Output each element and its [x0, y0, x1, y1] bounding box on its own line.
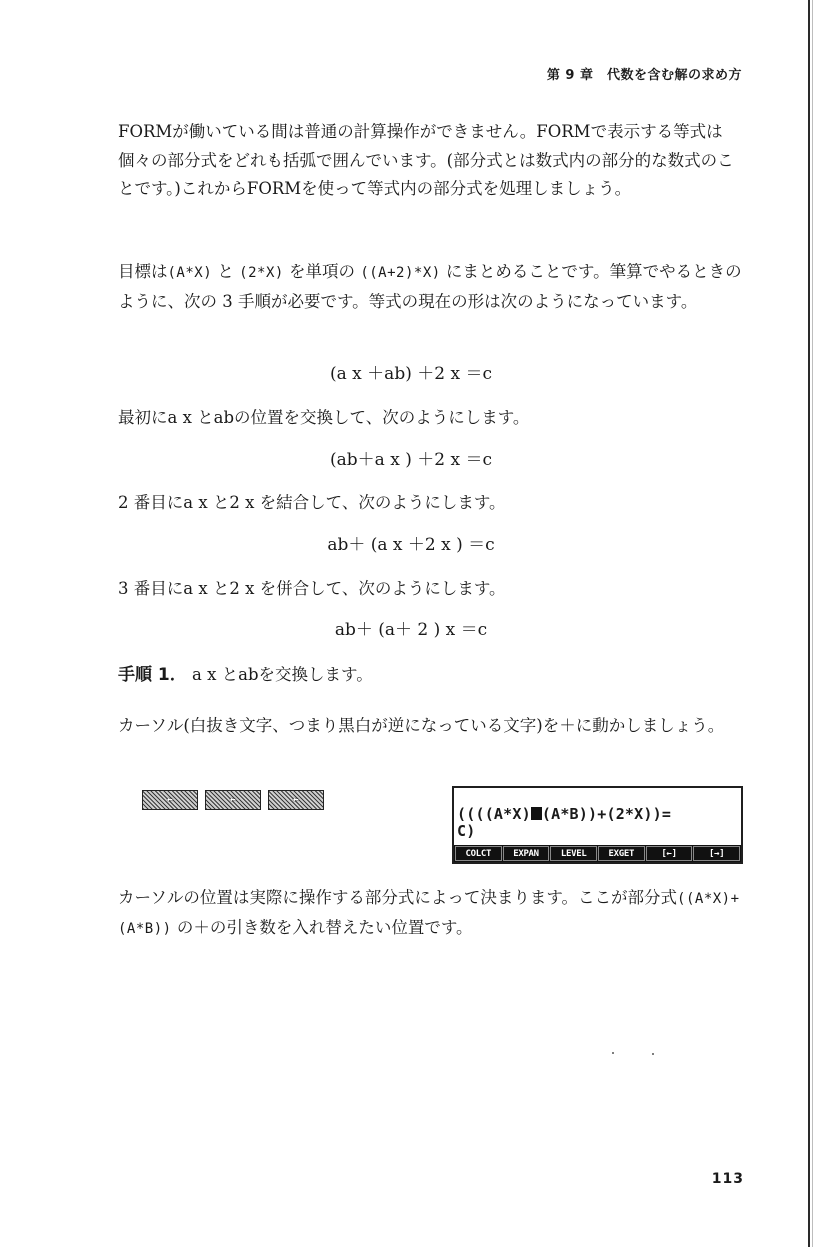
display-line-2: C) — [457, 822, 476, 840]
code-2-times-x: (2*X) — [239, 265, 284, 281]
softkey-move-right[interactable]: [→] — [693, 846, 740, 861]
code-a-times-x: (A*X) — [167, 265, 213, 281]
scan-speck — [652, 1053, 654, 1055]
display-line-1-after: (A*B))+(2*X))= — [541, 805, 672, 823]
paragraph-goal-text-c: を単項の — [283, 262, 361, 281]
running-header: 第 9 章 代数を含む解の求め方 — [546, 68, 742, 83]
calculator-display — [452, 786, 743, 864]
left-arrow-key-2[interactable]: ← — [205, 790, 261, 810]
equation-2-text: (ab＋a x ) ＋2 x ＝c — [330, 450, 492, 470]
paragraph-goal-text-a: 目標は — [118, 262, 168, 281]
equation-3 — [0, 533, 822, 557]
equation-4-text: ab＋ (a＋ 2 ) x ＝c — [334, 620, 488, 640]
paragraph-first-swap: 最初にa x とabの位置を交換して、次のようにします。 — [118, 408, 530, 427]
softkey-level[interactable]: LEVEL — [550, 846, 597, 861]
display-line-1-before: ((((A*X) — [457, 805, 531, 823]
paragraph-third-merge: 3 番目にa x と2 x を併合して、次のようにします。 — [118, 579, 506, 598]
equation-4 — [0, 618, 822, 642]
display-line-1 — [457, 806, 671, 823]
paragraph-move-cursor: カーソル(白抜き文字、つまり黒白が逆になっている文字)を＋に動かしましょう。 — [118, 716, 725, 735]
softkey-colct[interactable]: COLCT — [455, 846, 502, 861]
key-sequence — [142, 790, 324, 810]
paragraph-goal-text-d: にまとめることです。筆算でやるときのように、次の 3 手順が必要です。等式の現在の形は次のようになっています。 — [118, 262, 742, 311]
equation-2 — [0, 448, 822, 472]
code-subexpression: ((A*X)+(A*B)) — [118, 891, 740, 937]
softkey-expan[interactable]: EXPAN — [503, 846, 550, 861]
paragraph-goal-text-b: と — [212, 262, 240, 281]
page-number: 113 — [711, 1171, 744, 1187]
step-text: a x とabを交換します。 — [192, 665, 373, 684]
paragraph-cursor-text-b: の＋の引き数を入れ替えたい位置です。 — [171, 917, 473, 937]
paragraph-form-intro: FORMが働いている間は普通の計算操作ができません。FORMで表示する等式は個々の部分式をどれも括弧で囲んでいます。(部分式とは数式内の部分的な数式のことです。)これからFORMを使って等式内の部分式を処理しましょう。 — [118, 122, 734, 198]
softkey-exget[interactable]: EXGET — [598, 846, 645, 861]
paragraph-cursor-position — [118, 884, 748, 943]
equation-1 — [0, 362, 822, 386]
step-1 — [118, 662, 373, 688]
paragraph-cursor-text-a: カーソルの位置は実際に操作する部分式によって決まります。ここが部分式 — [118, 888, 678, 907]
softkey-menu — [454, 845, 741, 862]
paragraph-goal — [118, 258, 748, 316]
paragraph-second-combine: 2 番目にa x と2 x を結合して、次のようにします。 — [118, 493, 506, 512]
code-a-plus-2-times-x: ((A+2)*X) — [360, 265, 441, 281]
scan-speck — [612, 1052, 614, 1054]
left-arrow-key-3[interactable]: ← — [268, 790, 324, 810]
softkey-move-left[interactable]: [←] — [646, 846, 693, 861]
equation-3-text: ab＋ (a x ＋2 x ) ＝c — [327, 535, 495, 555]
equation-1-text: (a x ＋ab) ＋2 x ＝c — [330, 364, 492, 384]
left-arrow-key-1[interactable]: ← — [142, 790, 198, 810]
step-number: 手順 1． — [118, 665, 187, 685]
cursor-block — [531, 807, 542, 820]
